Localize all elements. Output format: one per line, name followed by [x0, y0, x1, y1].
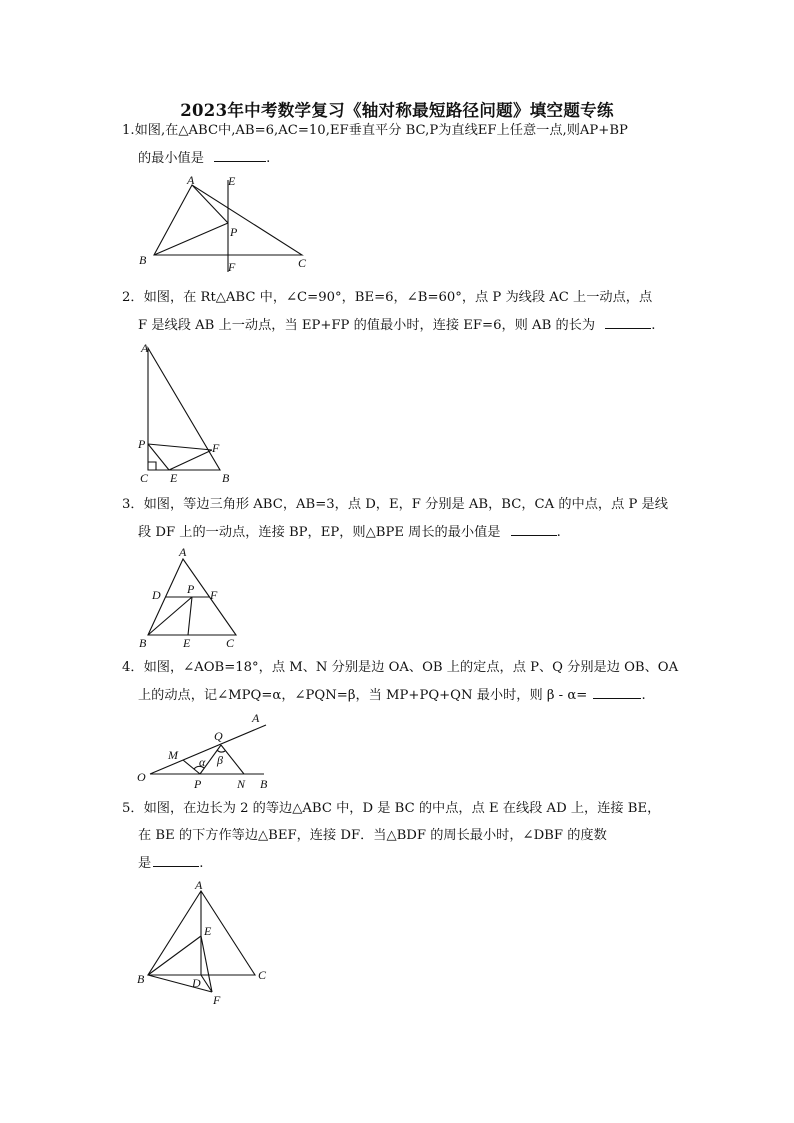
q4-answer-blank[interactable] [593, 686, 641, 699]
q3-line-1: 3．如图，等边三角形 ABC，AB=3，点 D，E，F 分别是 AB，BC，CA 的中点，点 P 是线 [122, 497, 668, 512]
q4-label-q: Q [214, 729, 223, 743]
q2-label-a: A [141, 341, 149, 355]
q4-line-1: 4．如图，∠AOB=18°，点 M、N 分别是边 OA、OB 上的定点，点 P、Q 分别是边 OB、OA [122, 660, 679, 675]
q3-label-a: A [179, 545, 187, 559]
q3-label-e: E [183, 636, 191, 650]
q2-label-e: E [170, 471, 178, 485]
q3-label-p: P [187, 582, 195, 596]
q5-label-e: E [204, 924, 212, 938]
q4-angle-beta-arc [217, 750, 225, 752]
q3-label-c: C [226, 636, 235, 650]
q2-segment-pf [148, 444, 212, 450]
q5-line-2: 在 BE 的下方作等边△BEF，连接 DF．当△BDF 的周长最小时，∠DBF 的度数 [138, 828, 607, 843]
q4-end-period: . [641, 688, 646, 703]
q1-answer-blank[interactable] [214, 149, 266, 162]
q1-figure [136, 172, 316, 277]
q4-line-2-text: 上的动点，记∠MPQ=α，∠PQN=β，当 MP+PQ+QN 最小时，则 β - α= [138, 688, 588, 703]
q5-line-1: 5．如图，在边长为 2 的等边△ABC 中，D 是 BC 的中点，点 E 在线段 AD 上，连接 BE， [122, 801, 661, 816]
q5-label-d: D [192, 976, 201, 990]
q4-line-2 [138, 686, 646, 705]
q3-label-f: F [210, 588, 218, 602]
q5-end-period: . [199, 856, 204, 871]
q5-segment-be [148, 936, 201, 975]
q4-label-alpha: α [199, 755, 206, 769]
q4-label-p: P [194, 777, 202, 791]
q2-segment-pe [148, 444, 169, 470]
q2-label-b: B [222, 471, 230, 485]
q5-label-f: F [213, 993, 221, 1007]
q3-figure [136, 545, 246, 652]
q1-line-2-text: 的最小值是 [138, 151, 204, 166]
q3-segment-ep [188, 597, 192, 635]
q3-label-d: D [152, 588, 161, 602]
q2-label-f: F [212, 441, 220, 455]
q2-answer-blank[interactable] [605, 316, 651, 329]
page-title: 2023年中考数学复习《轴对称最短路径问题》填空题专练 [180, 101, 614, 120]
q3-line-2-text: 段 DF 上的一动点，连接 BP，EP，则△BPE 周长的最小值是 [138, 525, 501, 540]
q3-segment-bp [148, 597, 192, 635]
q2-figure [136, 340, 241, 485]
q2-line-2 [138, 316, 655, 335]
q3-end-period: . [556, 525, 561, 540]
q4-label-m: M [168, 748, 178, 762]
q5-figure [134, 877, 274, 1007]
q2-line-1: 2．如图，在 Rt△ABC 中，∠C=90°，BE=6，∠B=60°，点 P 为线段 AC 上一动点，点 [122, 290, 653, 305]
q3-label-b: B [139, 636, 147, 650]
q1-label-b: B [139, 253, 147, 267]
q4-segment-qn [221, 745, 244, 774]
q2-end-period: . [651, 318, 656, 333]
q2-right-angle-mark [148, 462, 156, 470]
q2-line-2-text: F 是线段 AB 上一动点，当 EP+FP 的值最小时，连接 EF=6，则 AB 的长为 [138, 318, 596, 333]
q5-answer-blank[interactable] [153, 854, 199, 867]
q4-label-b: B [260, 777, 268, 791]
q2-segment-ef [169, 450, 212, 470]
q2-label-c: C [140, 471, 149, 485]
q1-segment-bp [154, 223, 228, 255]
q1-label-a: A [187, 173, 195, 187]
q5-line-3 [138, 854, 203, 873]
q5-label-b: B [137, 972, 145, 986]
q1-label-f: F [228, 260, 236, 274]
q1-line-2 [138, 149, 270, 168]
q4-label-a: A [252, 711, 260, 725]
q4-label-n: N [237, 777, 246, 791]
q5-label-a: A [195, 878, 203, 892]
q3-line-2 [138, 523, 561, 542]
q3-answer-blank[interactable] [511, 523, 557, 536]
q4-figure [134, 708, 284, 793]
q5-line-3-text: 是 [138, 856, 152, 871]
q4-label-beta: β [217, 753, 223, 767]
q1-label-c: C [298, 256, 307, 270]
q1-label-e: E [228, 174, 236, 188]
q4-label-o: O [137, 770, 146, 784]
q1-label-p: P [230, 225, 238, 239]
q2-label-p: P [138, 437, 146, 451]
q1-end-period: . [266, 151, 271, 166]
q5-label-c: C [258, 968, 267, 982]
q1-line-1: 1.如图,在△ABC中,AB=6,AC=10,EF垂直平分 BC,P为直线EF上任意一点,则AP+BP [122, 123, 628, 138]
